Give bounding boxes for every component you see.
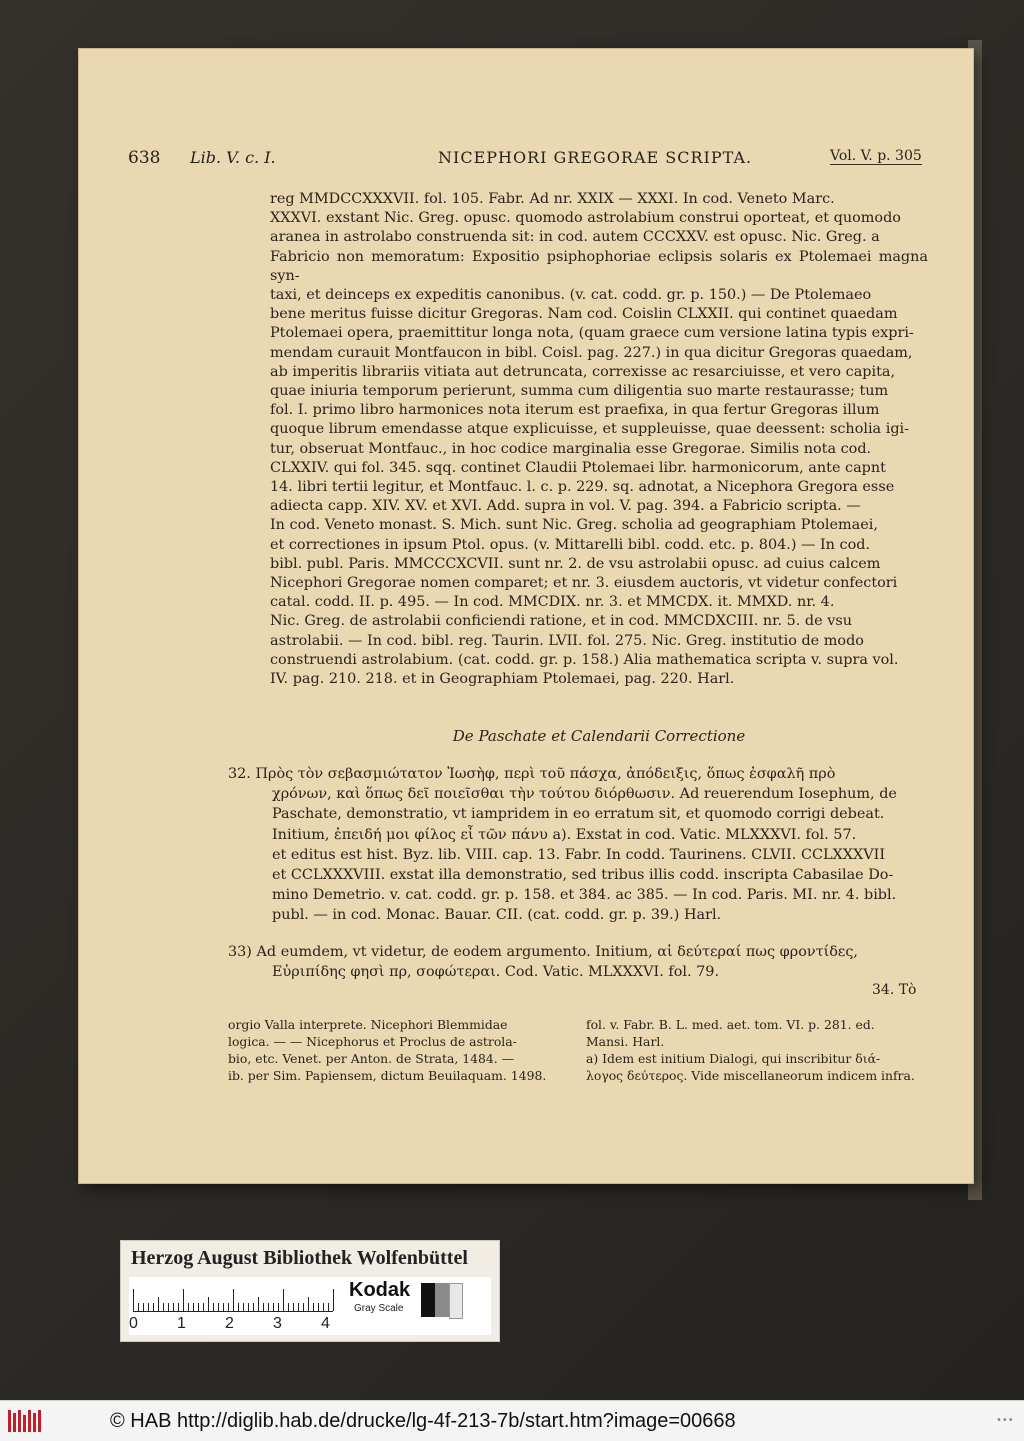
footnote-line: λογος δεύτερος. Vide miscellaneorum indicem infra.	[586, 1068, 915, 1083]
ruler-tick	[313, 1303, 314, 1311]
text-line: bibl. publ. Paris. MMCCCXCVII. sunt nr. 2. de vsu astrolabii opusc. ad cuius calcem	[270, 555, 881, 572]
entry-number: 32.	[228, 766, 256, 782]
text-line: fol. I. primo libro harmonices nota iterum est praefixa, in qua fertur Gregoras illum	[270, 402, 880, 419]
ruler-number: 4	[321, 1315, 330, 1332]
ruler-tick	[318, 1303, 319, 1311]
footnote-line: fol. v. Fabr. B. L. med. aet. tom. VI. p. 281. ed.	[586, 1017, 875, 1032]
kodak-subtitle: Gray Scale	[354, 1303, 404, 1314]
ruler-tick	[148, 1303, 149, 1311]
footnote-line: logica. — — Nicephorus et Proclus de astrola-	[228, 1034, 517, 1049]
copyright-url[interactable]: © HAB http://diglib.hab.de/drucke/lg-4f-213-7b/start.htm?image=00668	[110, 1410, 736, 1432]
entry-line: et CCLXXXVIII. exstat illa demonstratio, sed tribus illis codd. inscripta Cabasilae Do-	[272, 867, 894, 884]
text-line: Nic. Greg. de astrolabii conficiendi ratione, et in cod. MMCDXCIII. nr. 5. de vsu	[270, 613, 853, 630]
text-line: tur, obseruat Montfauc., in hoc codice marginalia esse Gregorae. Similis nota cod.	[270, 440, 872, 457]
entry-32	[228, 764, 928, 926]
entry-text: Ad eumdem, vt videtur, de eodem argumento. Initium, αἱ δεύτεραί πως φροντίδες,	[256, 944, 858, 960]
kodak-gray-scale	[129, 1277, 491, 1335]
ruler-tick	[268, 1303, 269, 1311]
ruler-numbers	[129, 1315, 339, 1333]
section-title: De Paschate et Calendarii Correctione	[452, 727, 746, 745]
entry-line: publ. — in cod. Monac. Bauar. CII. (cat. codd. gr. p. 39.) Harl.	[272, 907, 722, 924]
ruler-tick	[218, 1303, 219, 1311]
footnote-line: Mansi. Harl.	[586, 1034, 665, 1049]
main-text-block	[270, 190, 928, 689]
book-reference: Lib. V. c. I.	[190, 148, 276, 167]
viewer-footer	[0, 1400, 1024, 1441]
text-line: taxi, et deinceps ex expeditis canonibus. (v. cat. codd. gr. p. 150.) — De Ptolemaeo	[270, 287, 872, 304]
text-line: IV. pag. 210. 218. et in Geographiam Ptolemaei, pag. 220. Harl.	[270, 671, 735, 688]
ruler-tick	[208, 1297, 209, 1311]
ruler-scale	[133, 1281, 333, 1312]
footnote-line: a) Idem est initium Dialogi, qui inscribitur διά-	[586, 1051, 881, 1066]
ruler-tick	[233, 1289, 234, 1311]
ruler-number: 1	[177, 1315, 186, 1332]
entry-line: Paschate, demonstratio, vt iampridem in eo erratum sit, et quomodo corrigi debeat.	[272, 806, 885, 823]
entry-number: 33)	[228, 944, 257, 960]
page-number: 638	[128, 148, 161, 168]
ruler-tick	[143, 1303, 144, 1311]
ruler-tick	[153, 1303, 154, 1311]
text-line: aranea in astrolabo construenda sit: in cod. autem CCCXXV. est opusc. Nic. Greg. a	[270, 229, 880, 246]
volume-reference: Vol. V. p. 305	[830, 148, 922, 164]
ruler-tick	[173, 1303, 174, 1311]
ruler-tick	[228, 1303, 229, 1311]
ruler-tick	[323, 1303, 324, 1311]
ruler-tick	[303, 1303, 304, 1311]
ruler-tick	[273, 1303, 274, 1311]
text-line: catal. codd. II. p. 495. — In cod. MMCDIX. nr. 3. et MMCDX. it. MMXD. nr. 4.	[270, 594, 835, 611]
running-title: NICEPHORI GREGORAE SCRIPTA.	[438, 148, 753, 167]
entry-line: χρόνων, καὶ ὅπως δεῖ ποιεῖσθαι τὴν τούτου διόρθωσιν. Ad reuerendum Iosephum, de	[272, 786, 897, 803]
text-line: mendam curauit Montfaucon in bibl. Coisl. pag. 227.) in qua dicitur Gregoras quaedam,	[270, 344, 913, 361]
text-line: XXXVI. exstant Nic. Greg. opusc. quomodo astrolabium construi oporteat, et quomodo	[270, 210, 901, 227]
text-line: Fabricio non memoratum: Expositio psiphophoriae eclipsis solaris ex Ptolemaei magna syn-	[270, 248, 928, 284]
text-line: astrolabii. — In cod. bibl. reg. Taurin. LVII. fol. 275. Nic. Greg. institutio de modo	[270, 632, 864, 649]
ruler-tick	[248, 1303, 249, 1311]
hab-logo-icon	[6, 1407, 46, 1435]
ruler-tick	[328, 1303, 329, 1311]
text-line: et correctiones in ipsum Ptol. opus. (v. Mittarelli bibl. codd. etc. p. 804.) — In cod.	[270, 536, 871, 553]
text-line: Ptolemaei opera, praemittitur longa nota, (quam graece cum versione latina typis expri-	[270, 325, 914, 342]
gray-swatch-icon	[435, 1283, 449, 1317]
white-swatch-icon	[449, 1283, 463, 1319]
text-line: ab imperitis librariis vitiata aut detruncata, correxisse ac resarciuisse, et vero capita,	[270, 363, 896, 380]
ruler-tick	[158, 1297, 159, 1311]
entry-text: Πρὸς τὸν σεβασμιώτατον Ἰωσὴφ, περὶ τοῦ πάσχα, ἀπόδειξις, ὅπως ἐσφαλῆ πρὸ	[255, 766, 836, 782]
text-line: reg MMDCCXXXVII. fol. 105. Fabr. Ad nr. XXIX — XXXI. In cod. Veneto Marc.	[270, 191, 835, 207]
ruler-tick	[168, 1303, 169, 1311]
kodak-logo: Kodak	[349, 1279, 411, 1301]
text-line: construendi astrolabium. (cat. codd. gr. p. 158.) Alia mathematica scripta v. supra vol.	[270, 651, 899, 668]
text-line: CLXXIV. qui fol. 345. sqq. continet Claudii Ptolemaei libr. harmonicorum, ante capnt	[270, 459, 886, 476]
ruler-tick	[163, 1303, 164, 1311]
ruler-tick	[333, 1289, 334, 1311]
text-line: 14. libri tertii legitur, et Montfauc. l. c. p. 229. sq. adnotat, a Nicephora Gregora esse	[270, 479, 895, 496]
text-line: Nicephori Gregorae nomen comparet; et nr. 3. eiusdem auctoris, vt videtur confectori	[270, 575, 898, 592]
catchword: 34. Τὸ	[872, 982, 917, 998]
ruler-tick	[223, 1303, 224, 1311]
library-name: Herzog August Bibliothek Wolfenbüttel	[131, 1247, 468, 1269]
footnote-line: bio, etc. Venet. per Anton. de Strata, 1484. —	[228, 1051, 515, 1066]
footnote-line: orgio Valla interprete. Nicephori Blemmidae	[228, 1017, 508, 1032]
ruler-tick	[238, 1303, 239, 1311]
entry-line: mino Demetrio. v. cat. codd. gr. p. 158. et 384. ac 385. — In cod. Paris. MI. nr. 4. bibl.	[272, 887, 897, 904]
ruler-tick	[263, 1303, 264, 1311]
ruler-tick	[178, 1303, 179, 1311]
ruler-tick	[188, 1303, 189, 1311]
ruler-tick	[258, 1297, 259, 1311]
text-line: adiecta capp. XIV. XV. et XVI. Add. supra in vol. V. pag. 394. a Fabricio scripta. —	[270, 498, 861, 515]
ruler-tick	[253, 1303, 254, 1311]
more-dots-icon[interactable]: •••	[996, 1415, 1014, 1426]
entry-line	[228, 764, 928, 784]
ruler-tick	[183, 1289, 184, 1311]
ruler-tick	[283, 1289, 284, 1311]
text-line: quae iniuria temporum perierunt, summa cum diligentia suo marte restaurasse; tum	[270, 383, 889, 400]
entry-33	[228, 942, 928, 982]
library-color-card	[120, 1240, 500, 1342]
text-line: quoque librum emendasse atque explicuisse, et suppleuisse, quae deessent: scholia igi-	[270, 421, 909, 438]
text-line: bene meritus fuisse dicitur Gregoras. Nam cod. Coislin CLXXII. qui continet quaedam	[270, 306, 898, 323]
footnotes-right	[586, 1016, 928, 1084]
entry-line: Εὐριπίδης φησὶ πρ, σοφώτεραι. Cod. Vatic. MLXXXVI. fol. 79.	[272, 964, 720, 981]
black-swatch-icon	[421, 1283, 435, 1317]
ruler-tick	[213, 1303, 214, 1311]
ruler-tick	[193, 1303, 194, 1311]
footnote-line: ib. per Sim. Papiensem, dictum Beuilaquam. 1498.	[228, 1068, 547, 1083]
ruler-tick	[288, 1303, 289, 1311]
entry-line	[228, 942, 928, 962]
ruler-tick	[293, 1303, 294, 1311]
footnotes-left	[228, 1016, 576, 1084]
ruler-tick	[308, 1297, 309, 1311]
text-line: In cod. Veneto monast. S. Mich. sunt Nic. Greg. scholia ad geographiam Ptolemaei,	[270, 517, 878, 534]
ruler-number: 3	[273, 1315, 282, 1332]
ruler-tick	[243, 1303, 244, 1311]
entry-line: et editus est hist. Byz. lib. VIII. cap. 13. Fabr. In codd. Taurinens. CLVII. CCLXXXVII	[272, 846, 886, 863]
ruler-number: 0	[129, 1315, 138, 1332]
ruler-tick	[198, 1303, 199, 1311]
ruler-tick	[203, 1303, 204, 1311]
ruler-number: 2	[225, 1315, 234, 1332]
ruler-tick	[133, 1289, 134, 1311]
ruler-tick	[278, 1303, 279, 1311]
ruler-tick	[298, 1303, 299, 1311]
running-header	[128, 84, 928, 168]
entry-line: Initium, ἐπειδή μοι φίλος εἶ τῶν πάνυ a). Exstat in cod. Vatic. MLXXXVI. fol. 57.	[272, 826, 857, 843]
ruler-tick	[138, 1303, 139, 1311]
